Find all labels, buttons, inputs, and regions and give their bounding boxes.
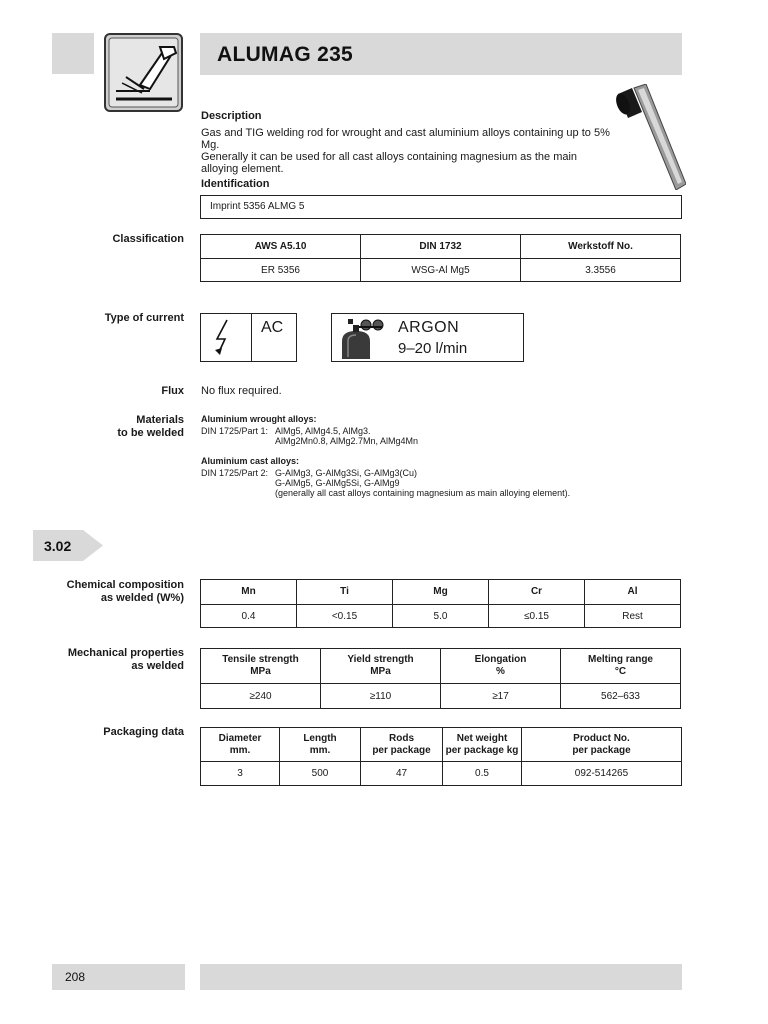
header-unit: per package: [572, 744, 631, 756]
gas-flow-rate: 9–20 l/min: [398, 340, 468, 357]
gas-cylinder-icon: [336, 317, 388, 364]
header-line: Yield strength: [347, 654, 414, 665]
wrought-standard: DIN 1725/Part 1:: [201, 426, 269, 436]
wrought-alloy-line: AlMg2Mn0.8, AlMg2.7Mn, AlMg4Mn: [275, 436, 419, 446]
cast-alloy-line: (generally all cast alloys containing magnesium as main alloying element).: [275, 488, 571, 498]
header-unit: mm.: [309, 744, 331, 756]
chemical-label-line: as welded (W%): [100, 592, 184, 604]
mechanical-cell: ≥110: [321, 684, 441, 709]
identification-heading: Identification: [201, 178, 270, 190]
header-line: Melting range: [587, 654, 653, 665]
description-line: Gas and TIG welding rod for wrought and cast aluminium alloys containing up to 5% Mg.: [201, 127, 610, 151]
chemical-header: Al: [585, 580, 681, 605]
identification-box: [200, 195, 682, 219]
mechanical-cell: ≥17: [441, 684, 561, 709]
current-divider: [251, 314, 252, 361]
mechanical-header: [561, 649, 681, 684]
header-unit: %: [496, 666, 505, 677]
flux-value: No flux required.: [201, 385, 282, 397]
materials-label-line: to be welded: [117, 427, 184, 439]
packaging-cell: 3: [201, 762, 280, 786]
current-label: Type of current: [104, 312, 184, 324]
mechanical-cell: 562–633: [561, 684, 681, 709]
packaging-label: Packaging data: [103, 726, 184, 738]
description-text: [201, 127, 621, 175]
current-type: AC: [261, 319, 284, 336]
page-title: ALUMAG 235: [217, 43, 354, 66]
classification-cell: ER 5356: [201, 259, 361, 282]
wrought-heading: Aluminium wrought alloys:: [201, 414, 317, 424]
packaging-header: [443, 728, 522, 762]
classification-table: [200, 234, 681, 282]
title-bar: [200, 33, 682, 75]
materials-label-line: Materials: [136, 414, 184, 426]
mechanical-label-line: as welded: [131, 660, 184, 672]
description-line: alloying element.: [201, 163, 284, 175]
mechanical-table: [200, 648, 681, 709]
chemical-header: Mn: [201, 580, 297, 605]
section-number: 3.02: [44, 538, 72, 554]
footer-bar: [200, 964, 682, 990]
current-box: [200, 313, 297, 362]
flux-label: Flux: [161, 385, 184, 397]
packaging-header: [361, 728, 443, 762]
chemical-header: Mg: [393, 580, 489, 605]
cast-heading: Aluminium cast alloys:: [201, 456, 300, 466]
packaging-cell: 0.5: [443, 762, 522, 786]
classification-header: Werkstoff No.: [521, 235, 681, 259]
chemical-header: Ti: [297, 580, 393, 605]
mechanical-cell: ≥240: [201, 684, 321, 709]
header-line: Net weight: [456, 732, 508, 744]
classification-cell: WSG-Al Mg5: [361, 259, 521, 282]
chemical-label-line: Chemical composition: [66, 579, 184, 591]
header-unit: per package: [372, 744, 431, 756]
chemical-cell: 5.0: [393, 605, 489, 628]
header-line: Diameter: [218, 732, 262, 744]
page-number: 208: [65, 970, 86, 984]
mechanical-header: [321, 649, 441, 684]
header-line: Rods: [389, 732, 414, 744]
header-unit: °C: [614, 666, 627, 677]
cast-standard: DIN 1725/Part 2:: [201, 468, 269, 478]
header-unit: per package kg: [445, 744, 519, 756]
description-heading: Description: [201, 110, 262, 122]
mechanical-header: [441, 649, 561, 684]
header-line: Product No.: [573, 732, 630, 744]
packaging-table: [200, 727, 682, 786]
mechanical-label: [68, 647, 184, 673]
chemical-label: [67, 579, 184, 605]
header-unit: MPa: [250, 666, 271, 677]
classification-header: AWS A5.10: [201, 235, 361, 259]
materials-label: [117, 414, 184, 440]
header-line: Length: [303, 732, 337, 744]
cast-alloy-line: G-AlMg5, G-AlMg5Si, G-AlMg9: [275, 478, 400, 488]
packaging-header: [201, 728, 280, 762]
materials-block: [201, 414, 621, 500]
footer-page-box: [52, 964, 185, 990]
header-unit: mm.: [229, 744, 251, 756]
mechanical-header: [201, 649, 321, 684]
chemical-cell: ≤0.15: [489, 605, 585, 628]
wrought-alloy-line: AlMg5, AlMg4.5, AlMg3.: [275, 426, 371, 436]
mechanical-label-line: Mechanical properties: [67, 647, 184, 659]
header-line: Tensile strength: [222, 654, 299, 665]
packaging-header: [280, 728, 361, 762]
classification-label: Classification: [112, 233, 184, 245]
chemical-cell: <0.15: [297, 605, 393, 628]
identification-value: Imprint 5356 ALMG 5: [210, 201, 305, 212]
chemical-header: Cr: [489, 580, 585, 605]
gas-name: ARGON: [398, 319, 460, 336]
chemical-cell: 0.4: [201, 605, 297, 628]
description-line: Generally it can be used for all cast alloys containing magnesium as the main: [201, 151, 578, 163]
packaging-header: [522, 728, 682, 762]
header-unit: MPa: [370, 666, 391, 677]
packaging-cell: 092-514265: [522, 762, 682, 786]
chemical-table: [200, 579, 681, 628]
packaging-cell: 47: [361, 762, 443, 786]
classification-header: DIN 1732: [361, 235, 521, 259]
section-tab: [33, 530, 103, 561]
packaging-cell: 500: [280, 762, 361, 786]
gas-box: [331, 313, 524, 362]
cast-alloy-line: G-AlMg3, G-AlMg3Si, G-AlMg3(Cu): [275, 468, 418, 478]
welding-rod-illustration: [610, 84, 686, 190]
classification-cell: 3.3556: [521, 259, 681, 282]
header-corner-block: [52, 33, 94, 74]
lightning-icon: [211, 319, 237, 362]
tig-torch-icon: [104, 33, 183, 112]
header-line: Elongation: [474, 654, 527, 665]
chemical-cell: Rest: [585, 605, 681, 628]
